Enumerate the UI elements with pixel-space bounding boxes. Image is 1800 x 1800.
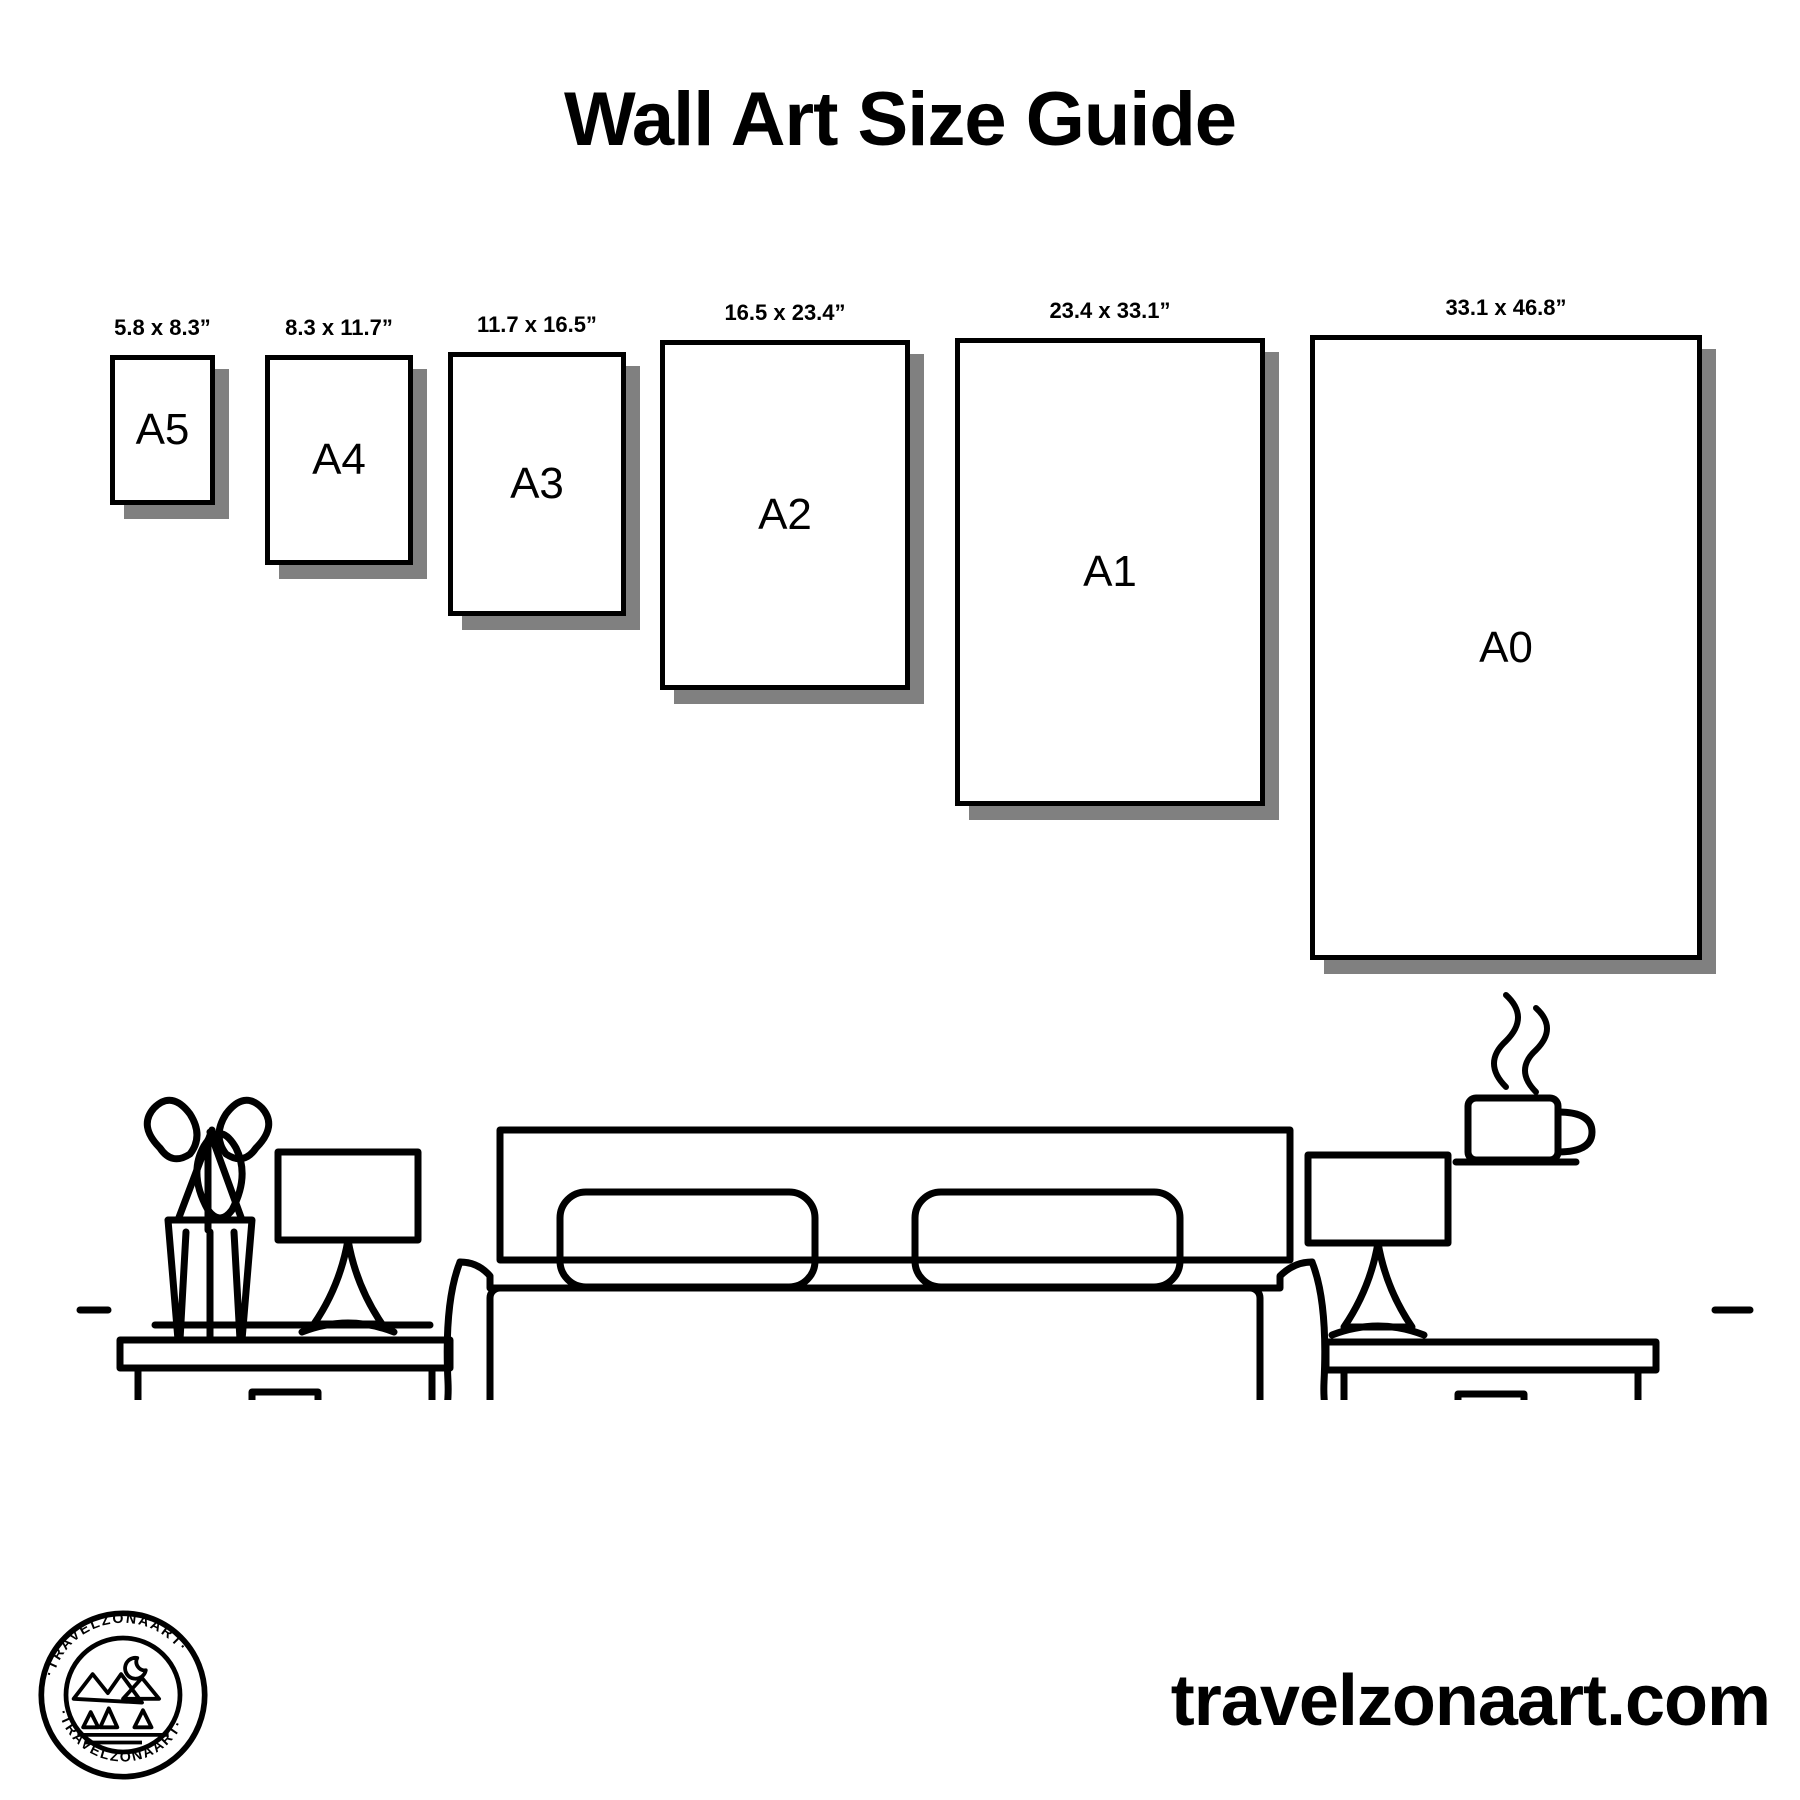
poster-dimensions-a3: 11.7 x 16.5” xyxy=(477,312,597,337)
bed xyxy=(428,1130,1344,1400)
poster-name-a3: A3 xyxy=(510,459,564,508)
website-url[interactable]: travelzonaart.com xyxy=(1170,1661,1770,1741)
coffee-cup xyxy=(1456,995,1592,1162)
svg-text:·TRAVELZONAART·: ·TRAVELZONAART· xyxy=(41,1610,192,1679)
poster-name-a1: A1 xyxy=(1083,547,1137,596)
poster-frame xyxy=(448,352,626,616)
nightstand-right xyxy=(1326,1342,1656,1400)
poster-item-a0[interactable] xyxy=(1310,295,1702,960)
poster-item-a5[interactable] xyxy=(110,315,215,505)
lamp-right xyxy=(1308,1155,1448,1335)
poster-name-a4: A4 xyxy=(312,435,366,484)
poster-item-a2[interactable] xyxy=(660,300,910,690)
plant-left xyxy=(147,1100,268,1340)
lamp-left xyxy=(278,1152,418,1332)
poster-frame xyxy=(955,338,1265,806)
poster-item-a4[interactable] xyxy=(265,315,413,565)
page-title: Wall Art Size Guide xyxy=(563,77,1237,162)
poster-item-a3[interactable] xyxy=(448,312,626,616)
poster-dimensions-a4: 8.3 x 11.7” xyxy=(285,315,393,340)
poster-dimensions-a1: 23.4 x 33.1” xyxy=(1049,298,1171,323)
poster-name-a5: A5 xyxy=(135,405,190,454)
brand-logo[interactable] xyxy=(28,1600,218,1790)
poster-frame xyxy=(110,355,215,505)
poster-name-a0: A0 xyxy=(1479,622,1533,672)
poster-dimensions-a0: 33.1 x 46.8” xyxy=(1445,295,1567,320)
svg-text:·TRAVELZONAART·: ·TRAVELZONAART· xyxy=(54,1707,188,1766)
poster-dimensions-a5: 5.8 x 8.3” xyxy=(114,315,211,340)
poster-frame xyxy=(265,355,413,565)
poster-dimensions-a2: 16.5 x 23.4” xyxy=(724,300,846,325)
poster-item-a1[interactable] xyxy=(955,298,1265,806)
bedroom-svg xyxy=(60,980,1760,1400)
poster-name-a2: A2 xyxy=(758,490,812,539)
bedroom-illustration xyxy=(60,980,1760,1400)
logo-svg xyxy=(28,1600,218,1790)
poster-frame xyxy=(1310,335,1702,960)
poster-frame xyxy=(660,340,910,690)
nightstand-left xyxy=(120,1340,450,1400)
